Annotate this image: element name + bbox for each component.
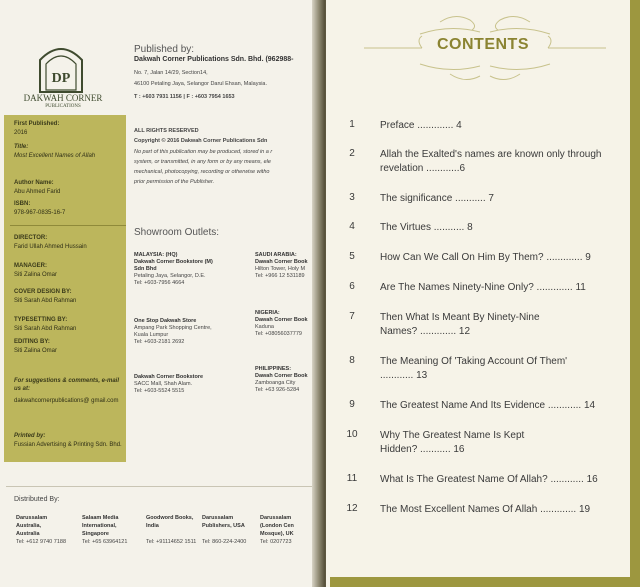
distributor-line: Goodword Books, [146, 515, 194, 521]
outlet-name: NIGERIA: [255, 310, 280, 316]
outlet-line: Tel: +966 12 531189 [255, 273, 305, 279]
toc-entry-title: Are The Names Ninety-Nine Only? ............. 11 [380, 282, 586, 293]
outlet-block [134, 318, 212, 346]
outlet-line: Dawah Corner Book [255, 259, 308, 265]
outlet-block [255, 252, 308, 280]
table-of-contents [326, 0, 640, 587]
toc-entry-number: 9 [349, 399, 355, 410]
outlet-line: Tel: +08056037779 [255, 331, 302, 337]
publisher-address-line-1: No. 7, Jalan 14/29, Section14, [134, 70, 208, 76]
dakwah-corner-logo [30, 42, 92, 94]
distributor-line: Tel: 860-224-2400 [202, 539, 247, 545]
distributor-line: Tel: +65 63964121 [82, 539, 128, 545]
distributor-line: Tel: 0207723 [260, 539, 292, 545]
toc-entry-number: 12 [346, 503, 358, 514]
copyright-page [0, 0, 318, 587]
toc-entry-title: The Virtues ........... 8 [380, 222, 473, 233]
rights-line-2: system, or transmitted, in any form or by any means, ele [134, 159, 271, 165]
toc-entry-title: How Can We Call On Him By Them? ............. 9 [380, 252, 591, 263]
manager-value: Siti Zalina Omar [14, 272, 58, 278]
toc-entry-title: What Is The Greatest Name Of Allah? ............ 16 [380, 474, 598, 485]
svg-text:DP: DP [51, 71, 71, 86]
distributor-line: International, [82, 523, 117, 529]
outlet-line: Tel: +603-7956 4664 [134, 280, 185, 286]
distributor-block [82, 514, 127, 546]
outlet-line: Tel: +63 926-5284 [255, 387, 300, 393]
isbn-value: 978-967-0835-16-7 [14, 210, 66, 216]
toc-entry-number: 10 [346, 429, 358, 440]
outlet-name: One Stop Dakwah Store [134, 318, 197, 324]
showroom-heading: Showroom Outlets: [134, 227, 220, 238]
author-label: Author Name: [14, 180, 54, 186]
distributor-block [16, 514, 66, 546]
typesetting-label: TYPESETTING BY: [14, 317, 68, 323]
toc-entry-number: 4 [349, 221, 355, 232]
manager-label: MANAGER: [14, 263, 47, 269]
outlet-name: PHILIPPINES: [255, 366, 292, 372]
toc-entry-title: Allah the Exalted's names are known only through revelation ............6 [380, 149, 602, 174]
director-value: Farid Ullah Ahmed Hussain [14, 244, 87, 250]
toc-entry-number: 3 [349, 192, 355, 203]
toc-entry-title: The Most Excellent Names Of Allah ............. 19 [380, 504, 591, 515]
distributor-line: Darussalam [202, 515, 234, 521]
outlet-line: Petaling Jaya, Selangor, D.E. [134, 273, 206, 279]
toc-entry-number: 1 [349, 119, 355, 130]
distributor-line: Salaam Media [82, 515, 119, 521]
printed-by-label: Printed by: [14, 433, 46, 439]
title-label: Title: [14, 144, 29, 150]
outlet-line: Sdn Bhd [134, 266, 157, 272]
typesetting-value: Siti Sarah Abd Rahman [14, 326, 77, 332]
printed-by-value: Fussian Advertising & Printing Sdn. Bhd. [14, 442, 122, 448]
distributor-line: (London Cen [260, 523, 294, 529]
distributor-line: Australia, [16, 523, 42, 529]
outlet-line: Tel: +603-5524 5515 [134, 388, 185, 394]
publisher-name: Dakwah Corner Publications Sdn. Bhd. (962988- [134, 56, 294, 63]
outlet-line: Ampang Park Shopping Centre, [134, 325, 212, 331]
outlet-name: Dakwah Corner Bookstore [134, 374, 204, 380]
outlet-line: Zamboanga City [255, 380, 296, 386]
distributor-block [146, 514, 196, 546]
outlet-block [255, 310, 308, 338]
toc-entry-title: The Greatest Name And Its Evidence ............ 14 [380, 400, 596, 411]
toc-entry-number: 8 [349, 355, 355, 366]
published-by-heading: Published by: [134, 44, 195, 55]
outlet-line: SACC Mall, Shah Alam. [134, 381, 193, 387]
distributor-line: Publishers, USA [202, 523, 245, 529]
rights-line-4: prior permission of the Publisher. [134, 179, 215, 185]
director-label: DIRECTOR: [14, 235, 48, 241]
toc-entry-title: The Meaning Of 'Taking Account Of Them' ............ 13 [380, 356, 568, 381]
first-published-value: 2016 [14, 130, 28, 136]
toc-entry-number: 7 [349, 311, 355, 322]
toc-entry-title: Why The Greatest Name Is Kept Hidden? ........... 16 [380, 430, 525, 455]
toc-entry-number: 2 [349, 148, 355, 159]
toc-entry-number: 11 [346, 473, 358, 484]
outlet-line: Tel: +603-2181 2692 [134, 339, 185, 345]
copyright-line: Copyright © 2016 Dakwah Corner Publications Sdn [134, 138, 268, 144]
isbn-label: ISBN: [14, 201, 31, 207]
author-value: Abu Ahmed Farid [14, 189, 61, 195]
outlet-block [134, 374, 203, 395]
cover-design-value: Siti Sarah Abd Rahman [14, 298, 77, 304]
distributor-line: Tel: +612 9740 7188 [16, 539, 67, 545]
distributor-line: India [146, 523, 159, 529]
toc-entry-number: 6 [349, 281, 355, 292]
toc-entry-title: The significance ........... 7 [380, 193, 494, 204]
toc-entry-title: Preface ............. 4 [380, 120, 462, 131]
outlet-line: Hilton Tower, Holy M [255, 266, 306, 272]
suggestions-email: dakwahcornerpublications@ gmail.com [14, 398, 119, 404]
rights-heading: ALL RIGHTS RESERVED [134, 128, 199, 134]
logo-name: DAKWAH CORNER [23, 93, 103, 103]
distributor-line: Tel: +91114652 1511 [146, 539, 197, 545]
outlet-name: MALAYSIA: (HQ) [134, 252, 178, 258]
editing-value: Siti Zalina Omar [14, 348, 58, 354]
credits-sidebar [4, 115, 126, 462]
logo-subname: PUBLICATIONS [45, 104, 81, 109]
distributor-block [202, 514, 246, 546]
contents-heading: CONTENTS [437, 36, 529, 53]
cover-design-label: COVER DESIGN BY: [14, 289, 72, 295]
distributor-line: Mosque), UK [260, 531, 294, 537]
rights-line-1: No part of this publication may be produced, stored in a r [134, 149, 273, 155]
toc-entry-title: Then What Is Meant By Ninety-Nine Names? ............. 12 [380, 312, 540, 337]
outlet-block [134, 252, 213, 287]
outlet-name: SAUDI ARABIA: [255, 252, 297, 258]
toc-entry-number: 5 [349, 251, 355, 262]
distributor-line: Singapore [82, 531, 109, 537]
distributor-line: Darussalam [16, 515, 48, 521]
distributor-line: Australia [16, 531, 40, 537]
editing-label: EDITING BY: [14, 339, 50, 345]
outlet-line: Dawah Corner Book [255, 317, 308, 323]
distribution-divider [6, 486, 314, 487]
suggestions-label: For suggestions & comments, e-mail us at: [14, 378, 120, 392]
distributed-by-heading: Distributed By: [14, 496, 60, 503]
outlet-line: Kuala Lumpur [134, 332, 169, 338]
title-value: Most Excellent Names of Allah [14, 153, 96, 159]
outlet-line: Dakwah Corner Bookstore (M) [134, 259, 213, 265]
publisher-phone: T : +603 7931 1156 | F : +603 7954 1653 [134, 94, 235, 100]
rights-line-3: mechanical, photocopying, recording or otherwise witho [134, 169, 270, 175]
outlet-line: Kaduna [255, 324, 274, 330]
sidebar-divider [10, 225, 126, 226]
first-published-label: First Published: [14, 121, 60, 127]
outlet-block [255, 366, 308, 394]
distributor-block [260, 514, 294, 546]
distributor-line: Darussalam [260, 515, 292, 521]
publisher-address-line-2: 46100 Petaling Jaya, Selangor Darul Ehsan, Malaysia. [134, 81, 267, 87]
outlet-line: Dawah Corner Book [255, 373, 308, 379]
